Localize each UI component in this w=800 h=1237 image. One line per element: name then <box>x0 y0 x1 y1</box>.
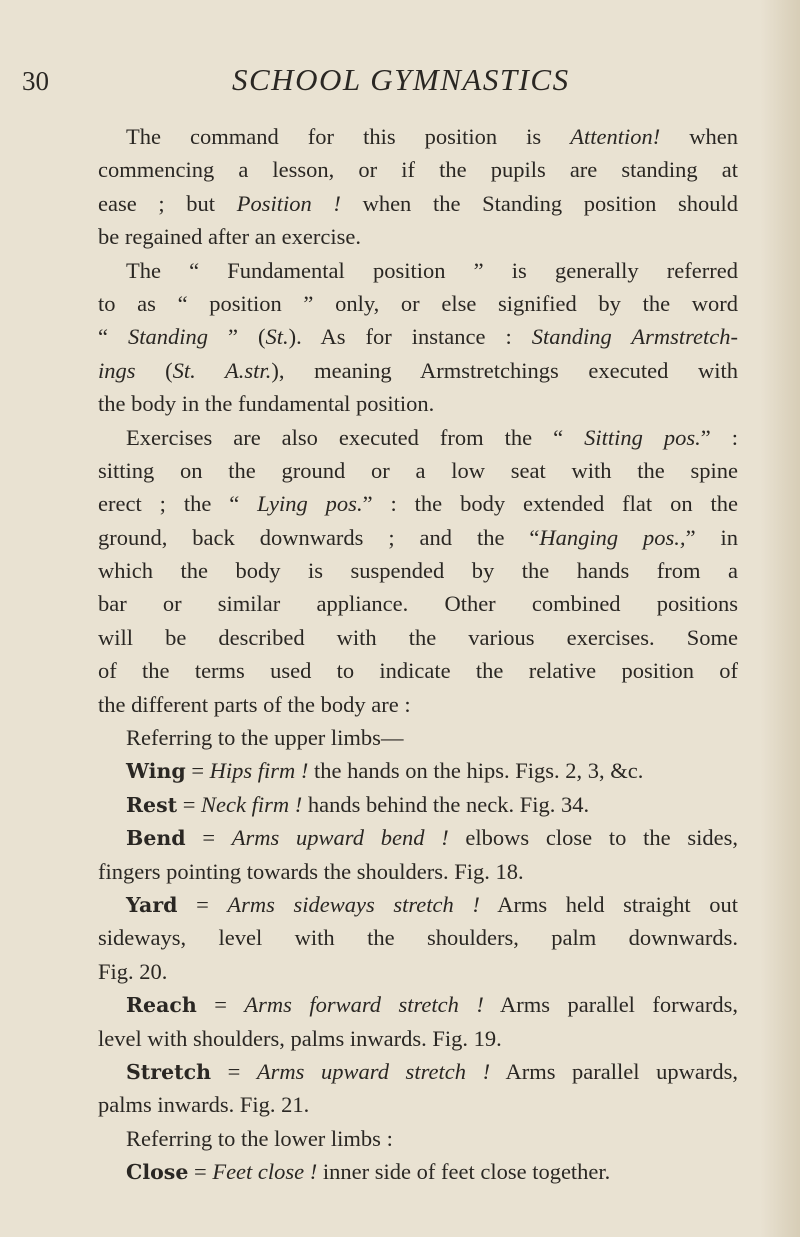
text-run: ” : <box>700 424 738 450</box>
text-run: The “ Fundamental position ” is generally referred <box>126 257 738 283</box>
text-run: ground, back downwards ; and the “ <box>98 524 540 550</box>
text-line <box>98 888 738 921</box>
text-run: Arms held straight out <box>479 891 738 917</box>
italic-run: Arms upward bend ! <box>231 825 449 851</box>
text-line <box>98 754 738 787</box>
page-header <box>22 62 782 102</box>
text-line <box>98 254 738 287</box>
text-line <box>98 1122 738 1155</box>
italic-run: Hips firm ! <box>209 758 309 784</box>
text-line <box>98 387 738 420</box>
italic-run: ings <box>98 357 136 383</box>
text-run: inner side of feet close together. <box>317 1159 611 1185</box>
italic-run: Arms upward stretch ! <box>256 1058 491 1084</box>
text-line <box>98 421 738 454</box>
text-run: elbows close to the sides, <box>448 825 738 851</box>
text-run: = <box>196 992 245 1018</box>
italic-run: St. <box>265 324 289 350</box>
text-line <box>98 287 738 320</box>
text-run: “ <box>98 324 128 350</box>
italic-run: Arms sideways stretch ! <box>227 891 480 917</box>
page-number: 30 <box>22 66 49 96</box>
text-run: = <box>177 891 228 917</box>
text-run: palms inwards. Fig. 21. <box>98 1092 310 1118</box>
text-run: = <box>188 1159 213 1185</box>
text-run: sitting on the ground or a low seat with the spine <box>98 457 738 483</box>
text-line <box>98 1088 738 1121</box>
text-run: be regained after an exercise. <box>98 224 361 250</box>
term-label: Bend <box>126 826 186 851</box>
text-line <box>98 153 738 186</box>
text-line <box>98 187 738 220</box>
italic-run: Neck firm ! <box>201 791 303 817</box>
text-line <box>98 654 738 687</box>
text-run: = <box>177 791 202 817</box>
text-run: ), meaning Armstretchings executed with <box>271 357 738 383</box>
body-text <box>98 120 738 1189</box>
text-line <box>98 1055 738 1088</box>
text-run: commencing a lesson, or if the pupils are standing at <box>98 157 738 183</box>
text-line <box>98 454 738 487</box>
italic-run: Standing <box>128 324 209 350</box>
text-line <box>98 621 738 654</box>
text-run: Referring to the lower limbs : <box>126 1125 393 1151</box>
text-line <box>98 220 738 253</box>
term-label: Reach <box>126 993 197 1018</box>
term-label: Close <box>126 1160 189 1185</box>
text-run: The command for this position is <box>126 124 571 149</box>
text-run: when the Standing position should <box>340 190 738 216</box>
text-line <box>98 354 738 387</box>
text-run: = <box>185 825 232 851</box>
term-label: Stretch <box>126 1059 211 1084</box>
text-line <box>98 1155 738 1188</box>
text-line <box>98 821 738 854</box>
text-run: Exercises are also executed from the “ <box>126 424 585 450</box>
text-run: = <box>210 1058 257 1084</box>
text-run: ” in <box>685 524 738 550</box>
text-run: which the body is suspended by the hands from a <box>98 558 738 584</box>
term-label: Rest <box>126 792 178 817</box>
italic-run: Lying pos. <box>257 491 363 517</box>
italic-run: Position ! <box>236 190 341 216</box>
text-run: fingers pointing towards the shoulders. Fig. 18. <box>98 858 524 884</box>
text-run: ( <box>135 357 173 383</box>
text-line <box>98 487 738 520</box>
italic-run: St. A.str. <box>172 357 272 383</box>
text-run: ease ; but <box>98 190 237 216</box>
text-run: Fig. 20. <box>98 958 168 984</box>
text-line <box>98 855 738 888</box>
text-run: of the terms used to indicate the relative position of <box>98 658 738 684</box>
term-label: Wing <box>126 759 186 784</box>
text-run: hands behind the neck. Fig. 34. <box>302 791 590 817</box>
text-run: level with shoulders, palms inwards. Fig. 19. <box>98 1025 502 1051</box>
text-line <box>98 688 738 721</box>
text-run: when <box>660 124 738 149</box>
italic-run: Standing Armstretch- <box>531 324 738 350</box>
italic-run: Hanging pos., <box>539 524 686 550</box>
text-run: Arms parallel upwards, <box>490 1058 738 1084</box>
text-run: to as “ position ” only, or else signified by the word <box>98 290 738 316</box>
text-run: ). As for instance : <box>288 324 532 350</box>
text-line <box>98 721 738 754</box>
text-run: ” ( <box>208 324 266 350</box>
text-line <box>98 554 738 587</box>
italic-run: Feet close ! <box>212 1159 318 1185</box>
text-run: sideways, level with the shoulders, palm downwards. <box>98 925 738 951</box>
text-run: Referring to the upper limbs— <box>126 725 404 751</box>
text-run: Arms parallel forwards, <box>483 992 738 1018</box>
text-line <box>98 120 738 153</box>
running-head: SCHOOL GYMNASTICS <box>232 62 570 97</box>
page-edge-shadow <box>760 0 800 1237</box>
text-run: ” : the body extended flat on the <box>362 491 739 517</box>
text-line <box>98 521 738 554</box>
italic-run: Sitting pos. <box>584 424 701 450</box>
text-line <box>98 988 738 1021</box>
italic-run: Arms forward stretch ! <box>244 992 484 1018</box>
text-run: the different parts of the body are : <box>98 691 411 717</box>
italic-run: Attention! <box>570 124 661 149</box>
text-line <box>98 587 738 620</box>
text-line <box>98 320 738 353</box>
term-label: Yard <box>126 892 178 917</box>
text-line <box>98 921 738 954</box>
text-run: will be described with the various exercises. Some <box>98 624 738 650</box>
text-line <box>98 955 738 988</box>
text-line <box>98 1022 738 1055</box>
text-run: erect ; the “ <box>98 491 258 517</box>
text-run: the body in the fundamental position. <box>98 391 435 417</box>
text-run: bar or similar appliance. Other combined positions <box>98 591 738 617</box>
text-line <box>98 788 738 821</box>
text-run: the hands on the hips. Figs. 2, 3, &c. <box>308 758 644 784</box>
text-run: = <box>185 758 210 784</box>
